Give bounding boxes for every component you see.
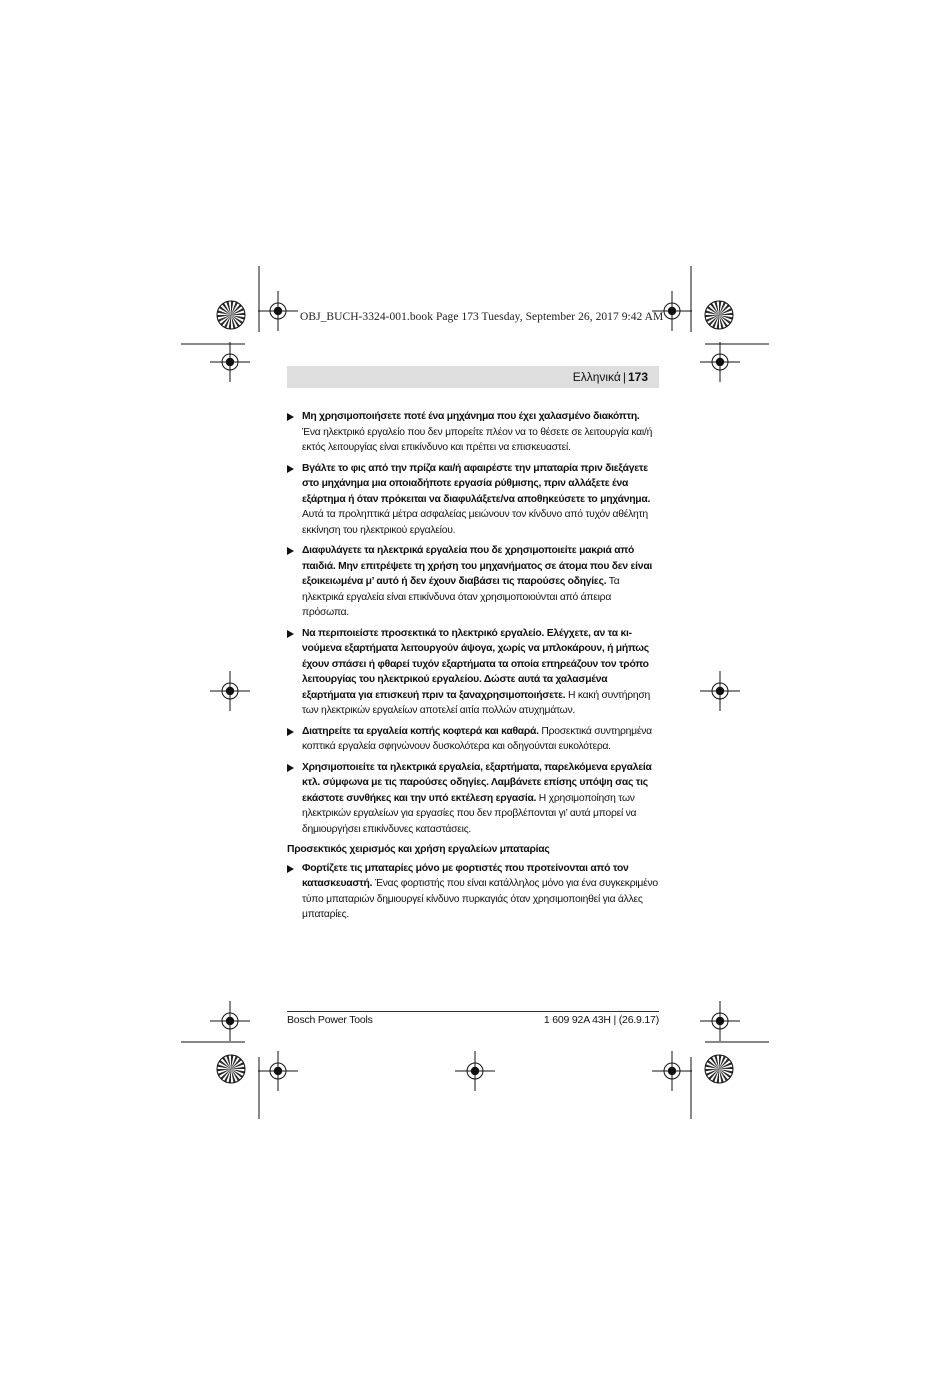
bullet-arrow-icon [287,547,294,555]
item-text: Η χρησιμοποίηση των ηλεκτρικών εργαλείων για εργασίες που δεν προβλέπονται γι’ αυτά μπορεί να δημιουργήσει επικίνδυνες καταστάσεις. [302,792,637,835]
list-item [287,724,659,755]
registration-mark-icon [700,342,740,382]
registration-mark-icon [210,1001,250,1041]
registration-mark-icon [455,1051,495,1091]
registration-mark-icon [258,1051,298,1091]
bullet-arrow-icon [287,728,294,736]
footer-brand: Bosch Power Tools [287,1014,373,1026]
item-bold-text: Χρησιμοποιείτε τα ηλεκτρικά εργαλεία, εξαρτήματα, παρελκόμενα εργαλεία κτλ. σύμφωνα με τις παρούσες οδηγίες. Λαμβάνετε επίσης υπόψη σας τις εκάστοτε συνθήκες και την υπό εκτέλεση εργασία. [302,761,652,804]
item-text: Προσεκτικά συντηρημένα κοπτικά εργαλεία σφηνώνουν δυσκολότερα και οδηγούνται ευκολότερα. [302,725,652,752]
registration-mark-icon [258,291,298,331]
item-text: Τα ηλεκτρικά εργαλεία είναι επικίνδυνα όταν χρησιμοποιούνται από άπειρα πρόσωπα. [302,576,620,618]
registration-mark-icon [700,671,740,711]
footer-doc-number: 1 609 92A 43H | (26.9.17) [543,1014,659,1026]
item-bold-text: Μη χρησιμοποιήσετε ποτέ ένα μηχάνημα που έχει χαλασμένο διακόπτη. [302,411,640,422]
item-text: Αυτά τα προληπτικά μέτρα ασφαλείας μειώνουν τον κίνδυνο από τυχόν αθέλητη εκκίνηση του ηλεκτρικού εργαλείου. [302,509,648,536]
registration-mark-icon [652,1051,692,1091]
registration-mark-icon [210,342,250,382]
item-bold-text: Βγάλτε το φις από την πρίζα και/ή αφαιρέστε την μπαταρία πριν διεξάγετε στο μηχάνημα μια οποιαδήποτε εργασία ρύθμισης, πριν αλλάξετε ένα εξάρτημα ή όταν πρόκειται να διαφυλάξετε/να αποθηκεύσετε το μηχάνημα. [302,462,651,505]
star-target-icon [217,301,245,329]
page-header-band [287,366,659,388]
registration-mark-icon [700,1001,740,1041]
item-bold-text: Να περιποιείστε προσεκτικά το ηλεκτρικό εργαλείο. Ελέγχετε, αν τα κινούμενα εξαρτήματα λειτουργούν άψογα, χωρίς να μπλοκάρουν, ή μήπως έχουν σπάσει ή φθαρεί τυχόν εξαρτήματα τα οποία επηρεάζουν τον τρόπο λειτουργίας του ηλεκτρικού εργαλείου. Δώστε αυτά τα χαλασμένα εξαρτήματα για επισκευή πριν τα ξαναχρησιμοποιήσετε. [302,627,649,701]
bullet-arrow-icon [287,764,294,772]
star-target-icon [217,1055,245,1083]
page-header [573,370,648,384]
bullet-arrow-icon [287,465,294,473]
item-text: Η κακή συντήρηση των ηλεκτρικών εργαλείων αποτελεί αιτία πολλών ατυχημάτων. [302,689,651,716]
bullet-arrow-icon [287,413,294,421]
item-text: Ένας φορτιστής που είναι κατάλληλος μόνο για ένα συγκεκριμένο τύπο μπαταριών δημιουργεί κίνδυνο πυρκαγιάς όταν χρησιμοποιηθεί για άλλες μπαταρίες. [302,878,658,920]
item-text: Ένα ηλεκτρικό εργαλείο που δεν μπορείτε πλέον να το θέσετε σε λειτουργία και/ή εκτός λειτουργίας είναι επικίνδυνο και πρέπει να επισκευαστεί. [302,426,653,453]
item-bold-text: Φορτίζετε τις μπαταρίες μόνο με φορτιστές που προτείνονται από τον κατασκευαστή. [302,862,629,889]
bullet-arrow-icon [287,865,294,873]
file-header: OBJ_BUCH-3324-001.book Page 173 Tuesday, September 26, 2017 9:42 AM [300,311,664,323]
list-item [287,760,659,838]
registration-mark-icon [210,671,250,711]
list-item [287,461,659,539]
footer-rule [287,1011,659,1012]
item-bold-text: Διαφυλάγετε τα ηλεκτρικά εργαλεία που δε χρησιμοποιείτε μακριά από παιδιά. Μην επιτρέψετε τη χρήση του μηχανήματος σε άτομα που δεν είναι εξοικειωμένα μ’ αυτό ή δεν έχουν διαβάσει τις παρούσες οδηγίες. [302,545,653,587]
main-content [287,409,659,928]
section-title: Ελληνικά [572,370,621,384]
list-item [287,626,659,719]
bullet-arrow-icon [287,630,294,638]
section-subheading: Προσεκτικός χειρισμός και χρήση εργαλείων μπαταρίας [287,844,550,855]
list-item [287,409,659,456]
page-number: 173 [627,370,648,384]
list-item [287,543,659,621]
list-item [287,861,659,923]
item-bold-text: Διατηρείτε τα εργαλεία κοπής κοφτερά και καθαρά. [302,725,539,737]
header-separator: | [622,370,626,384]
star-target-icon [705,1055,733,1083]
star-target-icon [705,301,733,329]
